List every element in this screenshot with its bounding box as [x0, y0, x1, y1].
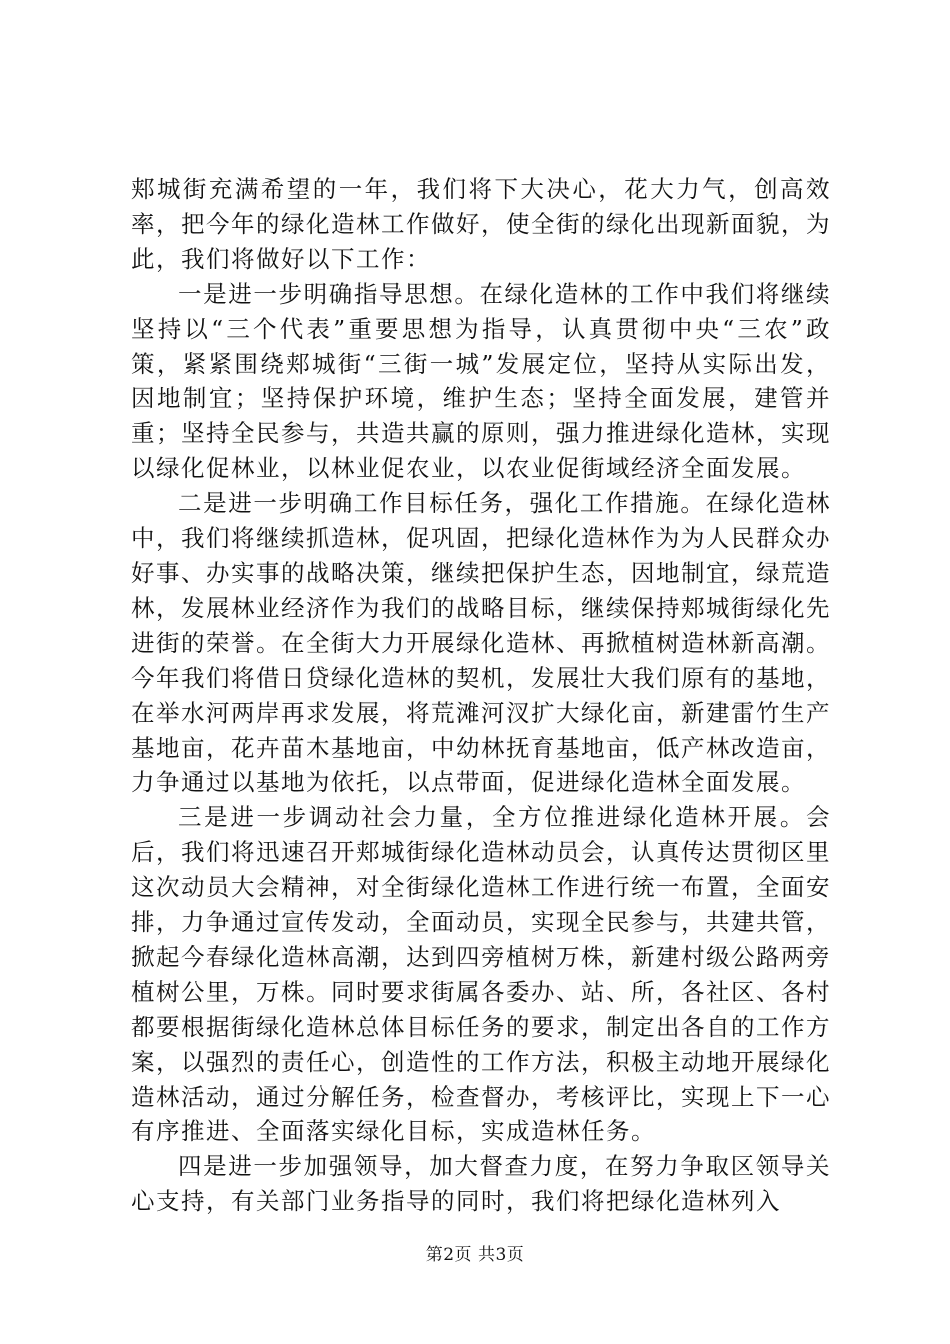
paragraph-work-targets: 二是进一步明确工作目标任务，强化工作措施。在绿化造林中，我们将继续抓造林，促巩固，把绿化造林作为为人民群众办好事、办实事的战略决策，继续把保护生态，因地制宜，绿荒造林，发展林业经济作为我们的战略目标，继续保持郏城街绿化先进街的荣誉。在全街大力开展绿化造林、再掀植树造林新高潮。今年我们将借日贷绿化造林的契机，发展壮大我们原有的基地，在举水河两岸再求发展，将荒滩河汊扩大绿化亩，新建雷竹生产基地亩，花卉苗木基地亩，中幼林抚育基地亩，低产林改造亩，力争通过以基地为依托，以点带面，促进绿化造林全面发展。 — [131, 489, 831, 797]
paragraph-social-forces: 三是进一步调动社会力量，全方位推进绿化造林开展。会后，我们将迅速召开郏城街绿化造林动员会，认真传达贯彻区里这次动员大会精神，对全街绿化造林工作进行统一布置，全面安排，力争通过宣传发动，全面动员，实现全民参与，共建共管，掀起今春绿化造林高潮，达到四旁植树万株，新建村级公路两旁植树公里，万株。同时要求街属各委办、站、所，各社区、各村都要根据街绿化造林总体目标任务的要求，制定出各自的工作方案，以强烈的责任心，创造性的工作方法，积极主动地开展绿化造林活动，通过分解任务，检查督办，考核评比，实现上下一心有序推进、全面落实绿化目标，实成造林任务。 — [131, 803, 831, 1146]
paragraph-guiding-thought: 一是进一步明确指导思想。在绿化造林的工作中我们将继续坚持以“三个代表”重要思想为指导，认真贯彻中央“三农”政策，紧紧围绕郏城街“三街一城”发展定位，坚持从实际出发，因地制宜；坚持保护环境，维护生态；坚持全面发展，建管并重；坚持全民参与，共造共赢的原则，强力推进绿化造林，实现以绿化促林业，以林业促农业，以农业促街域经济全面发展。 — [131, 279, 831, 483]
page-footer: 第2页 共3页 — [425, 1245, 525, 1265]
paragraph-leadership: 四是进一步加强领导，加大督查力度，在努力争取区领导关心支持，有关部门业务指导的同时，我们将把绿化造林列入 — [131, 1152, 831, 1216]
document-body — [131, 172, 831, 1219]
paragraph-continuation: 郏城街充满希望的一年，我们将下大决心，花大力气，创高效率，把今年的绿化造林工作做好，使全街的绿化出现新面貌，为此，我们将做好以下工作： — [131, 175, 831, 273]
